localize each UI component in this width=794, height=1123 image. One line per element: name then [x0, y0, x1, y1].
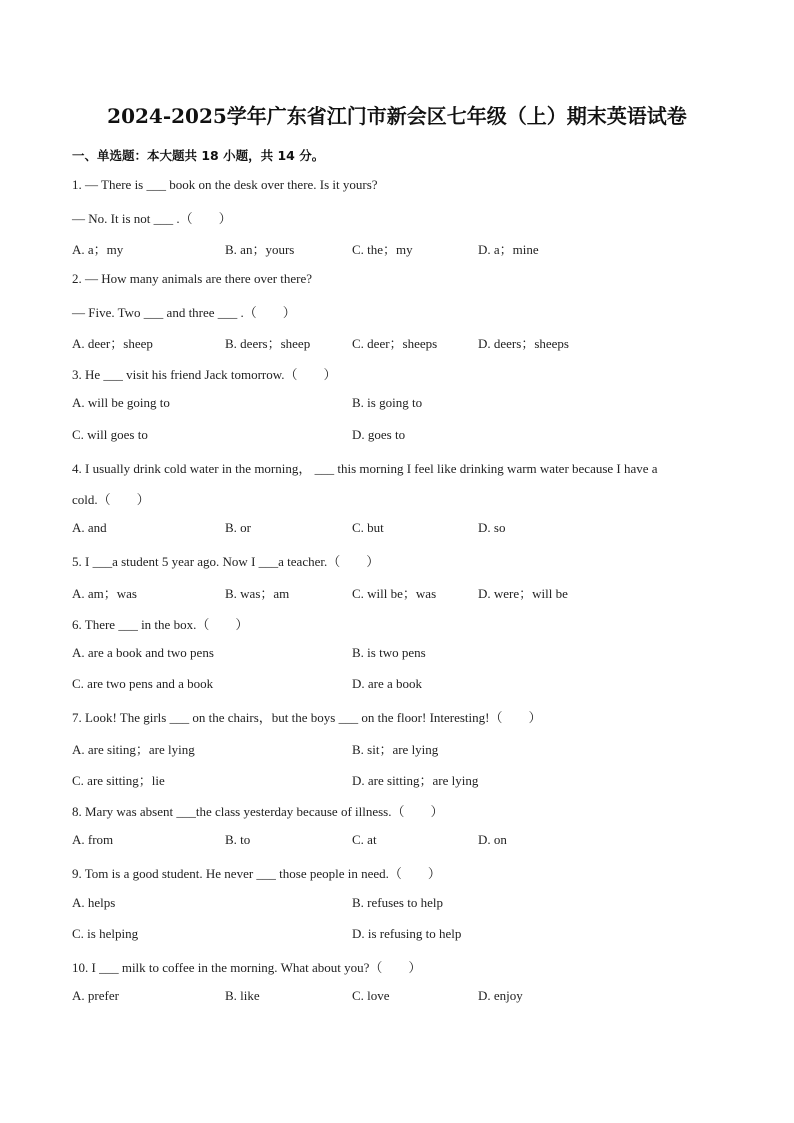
answer-option[interactable]: D. deers；sheeps — [478, 336, 569, 351]
question-stem: — Five. Two ___ and three ___ .（ ） — [72, 304, 296, 320]
question-stem: cold.（ ） — [72, 492, 150, 507]
answer-option[interactable]: C. will goes to — [72, 426, 148, 442]
answer-option[interactable]: A. from — [72, 832, 114, 848]
answer-option[interactable]: C. but — [352, 520, 384, 536]
answer-option[interactable]: D. so — [478, 520, 506, 536]
question-stem: 8. Mary was absent ___the class yesterday because of illness.（ ） — [72, 804, 444, 819]
answer-option[interactable]: D. are sitting；are lying — [352, 772, 479, 788]
question-stem: 5. I ___a student 5 year ago. Now I ___a teacher.（ ） — [72, 554, 380, 570]
question-stem: — No. It is not ___ .（ ） — [72, 211, 232, 227]
question-stem: 2. — How many animals are there over there? — [72, 270, 313, 286]
answer-option[interactable]: B. refuses to help — [352, 894, 443, 910]
answer-option[interactable]: B. to — [225, 832, 251, 848]
question-stem: 10. I ___ milk to coffee in the morning. What about you?（ ） — [72, 960, 422, 975]
answer-option[interactable]: D. enjoy — [478, 988, 523, 1004]
question-stem: 1. — There is ___ book on the desk over there. Is it yours? — [72, 177, 378, 192]
answer-option[interactable]: B. is going to — [352, 395, 423, 411]
answer-option[interactable]: D. is refusing to help — [352, 925, 462, 941]
question-stem: 6. There ___ in the box.（ ） — [72, 616, 249, 632]
answer-option[interactable]: B. sit；are lying — [352, 741, 439, 757]
answer-option[interactable]: A. helps — [72, 894, 116, 910]
answer-option[interactable]: A. will be going to — [72, 395, 170, 411]
answer-option[interactable]: B. deers；sheep — [225, 336, 311, 351]
question-stem: 3. He ___ visit his friend Jack tomorrow.（ ） — [72, 367, 337, 383]
question-stem: 4. I usually drink cold water in the morning， ___ this morning I feel like drinking warm water because I have a — [72, 460, 658, 476]
answer-option[interactable]: B. was；am — [225, 585, 290, 601]
section-heading: 一、单选题：本大题共 18 小题，共 14 分。 — [72, 148, 325, 163]
answer-option[interactable]: D. are a book — [352, 676, 423, 692]
answer-option[interactable]: C. the；my — [352, 242, 413, 258]
answer-option[interactable]: B. is two pens — [352, 645, 426, 660]
answer-option[interactable]: C. at — [352, 832, 377, 848]
answer-option[interactable]: A. am；was — [72, 585, 137, 601]
answer-option[interactable]: A. are a book and two pens — [72, 645, 214, 660]
answer-option[interactable]: C. are sitting；lie — [72, 772, 165, 788]
answer-option[interactable]: C. deer；sheeps — [352, 336, 438, 351]
question-stem: 9. Tom is a good student. He never ___ those people in need.（ ） — [72, 866, 441, 882]
answer-option[interactable]: A. and — [72, 520, 107, 536]
answer-option[interactable]: D. on — [478, 832, 507, 848]
answer-option[interactable]: A. prefer — [72, 988, 119, 1004]
answer-option[interactable]: C. love — [352, 988, 390, 1004]
answer-option[interactable]: D. a；mine — [478, 242, 539, 258]
answer-option[interactable]: B. or — [225, 520, 251, 536]
answer-option[interactable]: D. were；will be — [478, 585, 568, 601]
answer-option[interactable]: D. goes to — [352, 426, 406, 442]
question-stem: 7. Look! The girls ___ on the chairs，but the boys ___ on the floor! Interesting!（ ） — [72, 710, 542, 726]
answer-option[interactable]: A. a；my — [72, 242, 124, 258]
answer-option[interactable]: C. will be；was — [352, 585, 437, 601]
answer-option[interactable]: B. an；yours — [225, 242, 295, 258]
answer-option[interactable]: A. are siting；are lying — [72, 741, 195, 757]
answer-option[interactable]: B. like — [225, 988, 260, 1004]
answer-option[interactable]: C. is helping — [72, 925, 139, 941]
answer-option[interactable]: C. are two pens and a book — [72, 676, 214, 692]
answer-option[interactable]: A. deer；sheep — [72, 336, 153, 351]
exam-title: 2024-2025学年广东省江门市新会区七年级（上）期末英语试卷 — [107, 104, 687, 128]
